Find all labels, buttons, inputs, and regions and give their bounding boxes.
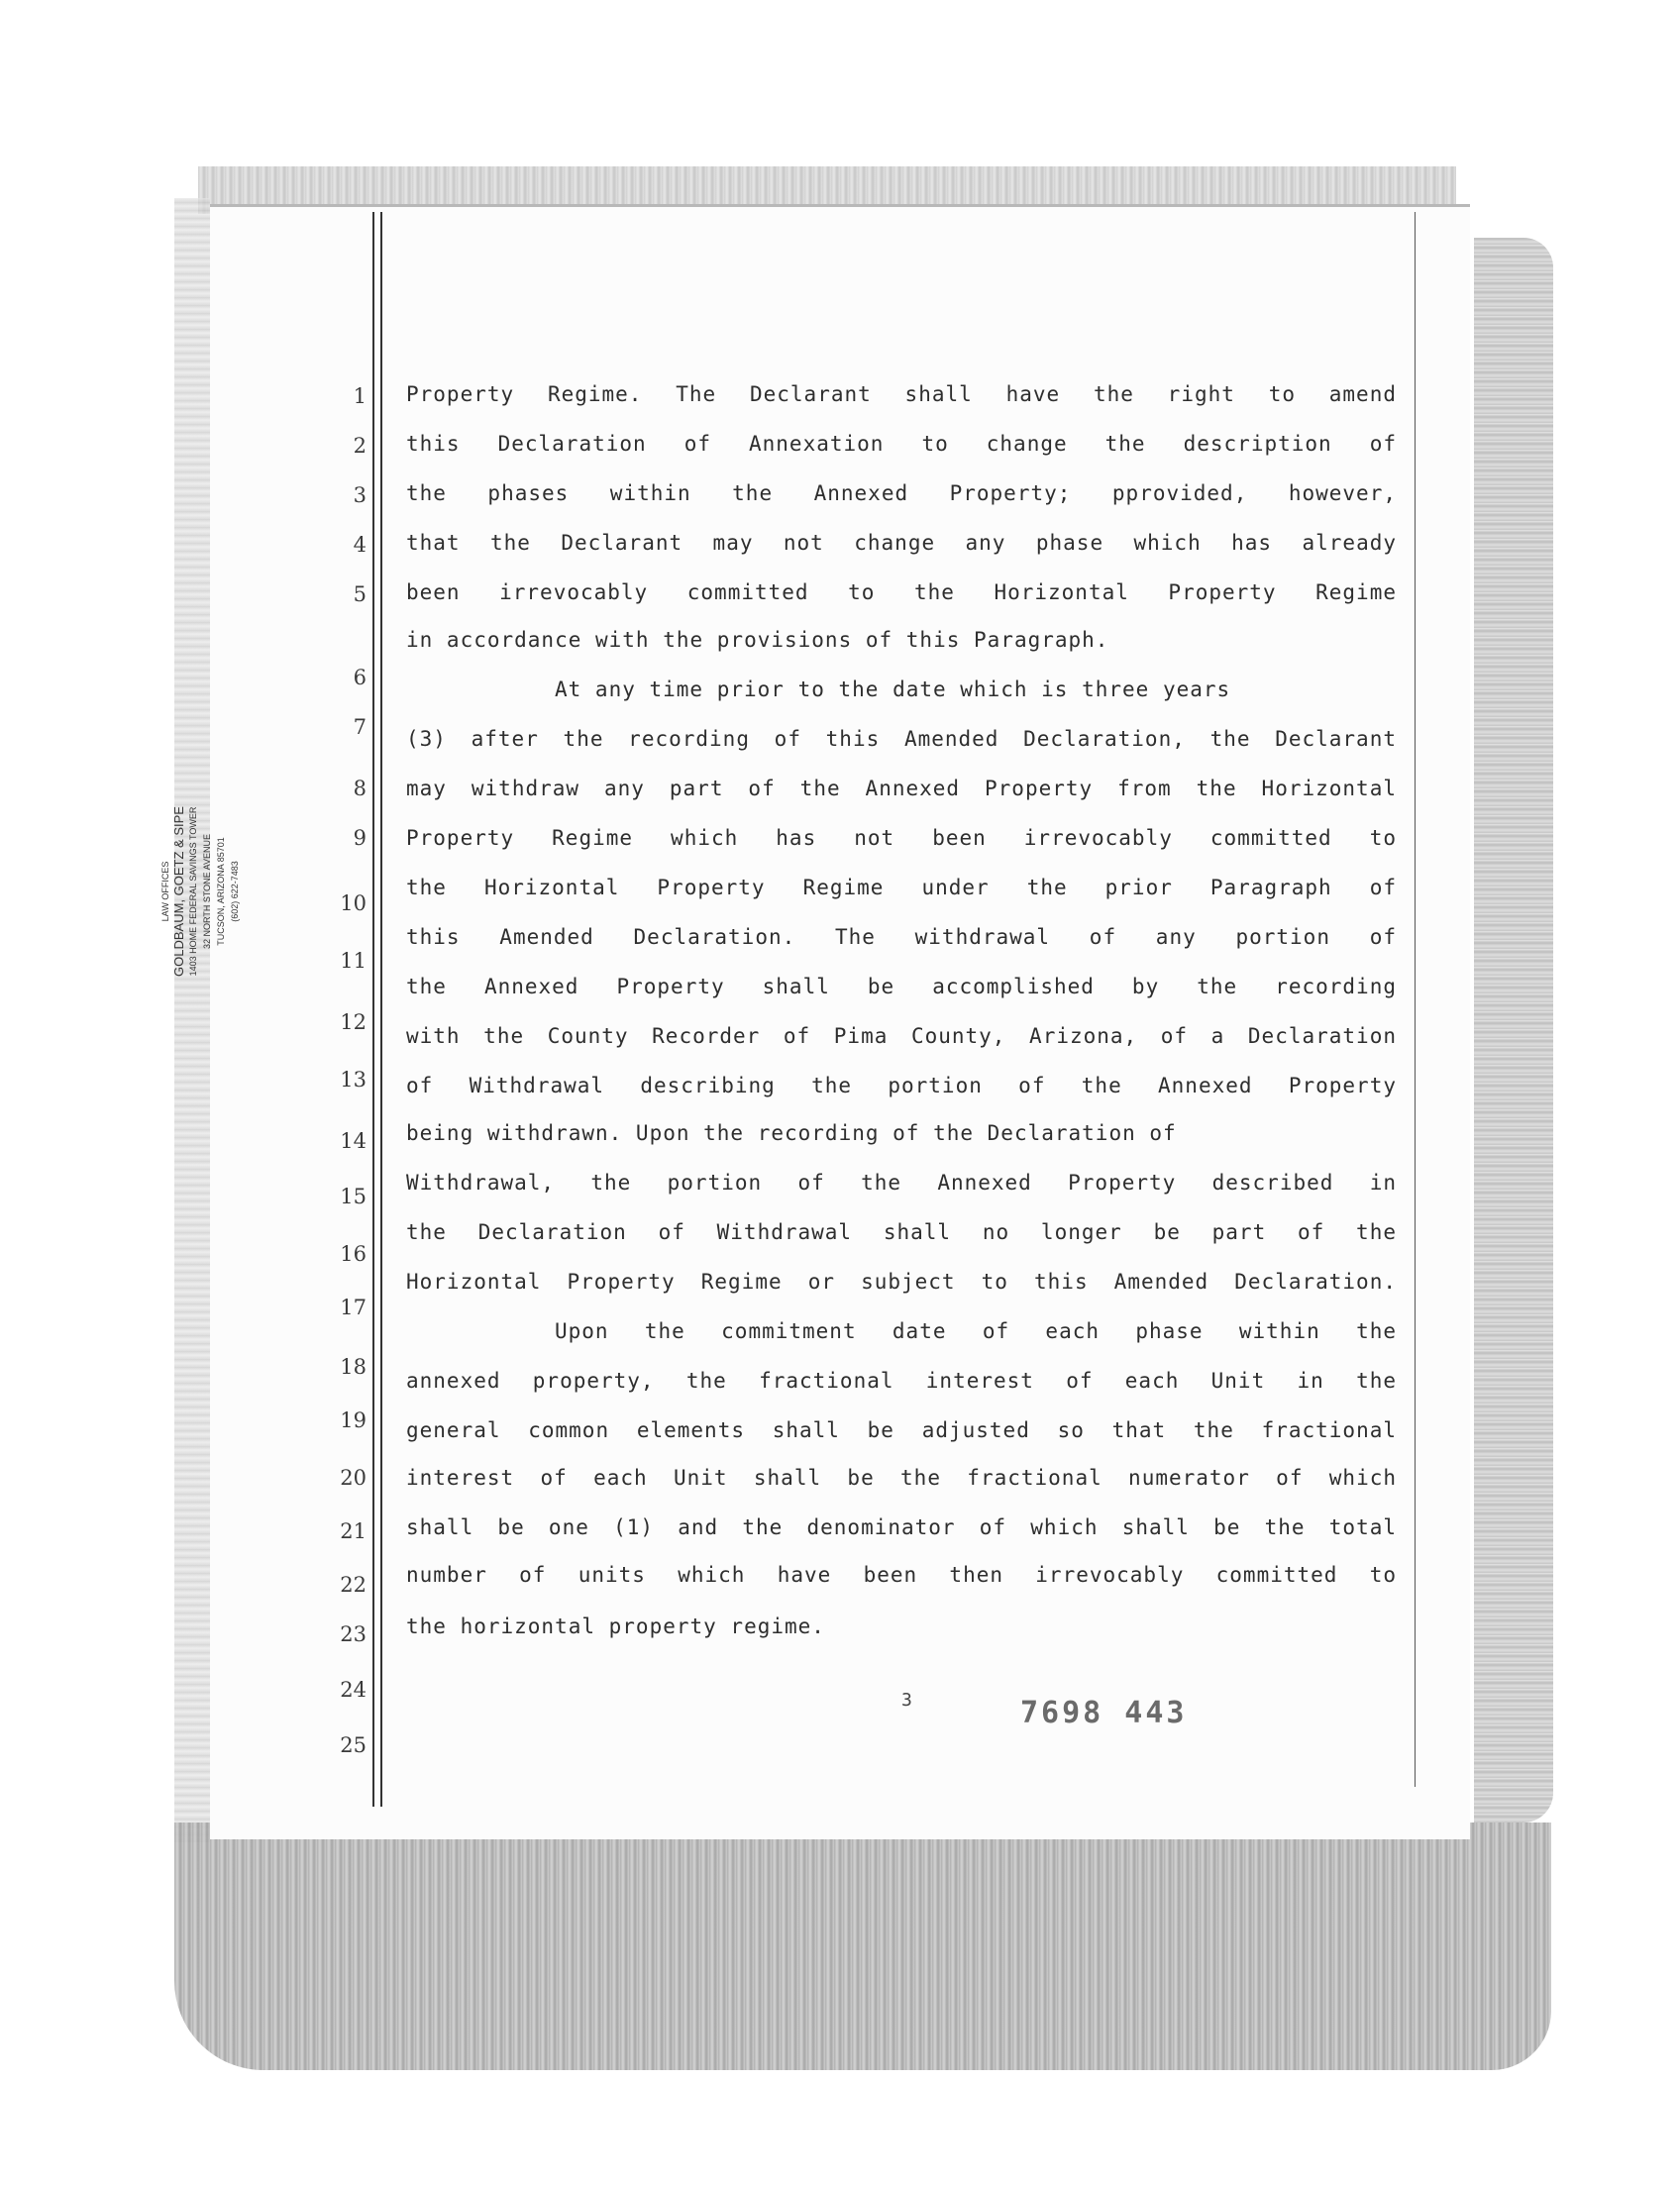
text-line: been irrevocably committed to the Horizontal Property Regime: [406, 580, 1397, 604]
scan-shadow-left: [171, 198, 210, 1842]
text-line: this Declaration of Annexation to change the description of: [406, 432, 1397, 456]
line-number: 9: [353, 826, 367, 850]
line-number: 1: [353, 384, 367, 408]
margin-rule-inner: [380, 212, 382, 1807]
text-line: Withdrawal, the portion of the Annexed Property described in: [406, 1171, 1397, 1195]
margin-rule-outer: [372, 212, 374, 1807]
text-line: that the Declarant may not change any phase which has already: [406, 531, 1397, 555]
firm-address-1: 1403 HOME FEDERAL SAVINGS TOWER: [188, 806, 198, 977]
line-number: 15: [340, 1185, 367, 1208]
line-number: 11: [340, 949, 367, 973]
text-line: number of units which have been then irrevocably committed to: [406, 1563, 1397, 1587]
line-number: 17: [340, 1296, 367, 1319]
scan-shadow-bottom: [174, 1822, 1551, 2070]
margin-rule-right: [1415, 212, 1416, 1787]
text-line: Property Regime. The Declarant shall have the right to amend: [406, 382, 1397, 406]
text-line: in accordance with the provisions of this Paragraph.: [406, 628, 1109, 652]
text-line: interest of each Unit shall be the fractional numerator of which: [406, 1466, 1397, 1490]
text-line: annexed property, the fractional interest of each Unit in the: [406, 1369, 1397, 1393]
line-number: 24: [340, 1678, 367, 1702]
line-number: 19: [340, 1408, 367, 1432]
line-number: 5: [353, 582, 367, 606]
text-line: may withdraw any part of the Annexed Property from the Horizontal: [406, 777, 1397, 800]
line-number: 20: [340, 1466, 367, 1490]
line-number: 6: [353, 666, 367, 689]
line-number: 16: [340, 1242, 367, 1266]
text-line: the Annexed Property shall be accomplished by the recording: [406, 975, 1397, 998]
text-line: Property Regime which has not been irrevocably committed to: [406, 826, 1397, 850]
scan-shadow-right: [1474, 238, 1553, 1822]
text-line: (3) after the recording of this Amended Declaration, the Declarant: [406, 727, 1397, 751]
text-line: At any time prior to the date which is three years: [555, 677, 1231, 701]
text-line: Horizontal Property Regime or subject to this Amended Declaration.: [406, 1270, 1397, 1294]
text-line: the horizontal property regime.: [406, 1614, 825, 1638]
text-line: the Declaration of Withdrawal shall no longer be part of the: [406, 1220, 1397, 1244]
text-line: the Horizontal Property Regime under the prior Paragraph of: [406, 876, 1397, 899]
text-line: Upon the commitment date of each phase within the: [555, 1319, 1397, 1343]
text-line: this Amended Declaration. The withdrawal of any portion of: [406, 925, 1397, 949]
firm-name: GOLDBAUM, GOETZ & SIPE: [171, 806, 186, 977]
line-number: 12: [340, 1010, 367, 1034]
text-line: general common elements shall be adjusted so that the fractional: [406, 1418, 1397, 1442]
line-number: 2: [353, 434, 367, 458]
line-number: 13: [340, 1068, 367, 1092]
text-line: with the County Recorder of Pima County, Arizona, of a Declaration: [406, 1024, 1397, 1048]
line-number: 23: [340, 1622, 367, 1646]
text-line: being withdrawn. Upon the recording of the Declaration of: [406, 1121, 1177, 1145]
line-number: 8: [353, 777, 367, 800]
line-number: 25: [340, 1733, 367, 1757]
line-number: 14: [340, 1129, 367, 1153]
firm-phone: (602) 622-7483: [230, 861, 240, 922]
firm-address-3: TUCSON, ARIZONA 85701: [216, 837, 226, 946]
page-number: 3: [901, 1690, 912, 1711]
line-number: 3: [353, 483, 367, 507]
line-number: 4: [353, 533, 367, 557]
line-number: 10: [340, 891, 367, 915]
firm-heading: LAW OFFICES: [160, 861, 170, 922]
recorder-document-number: 7698 443: [1020, 1696, 1188, 1730]
line-number: 18: [340, 1355, 367, 1379]
firm-address-2: 32 NORTH STONE AVENUE: [202, 833, 212, 950]
line-number: 22: [340, 1573, 367, 1597]
line-number: 7: [353, 715, 367, 739]
line-number: 21: [340, 1519, 367, 1543]
text-line: the phases within the Annexed Property; pprovided, however,: [406, 481, 1397, 505]
text-line: shall be one (1) and the denominator of which shall be the total: [406, 1515, 1397, 1539]
text-line: of Withdrawal describing the portion of the Annexed Property: [406, 1074, 1397, 1097]
